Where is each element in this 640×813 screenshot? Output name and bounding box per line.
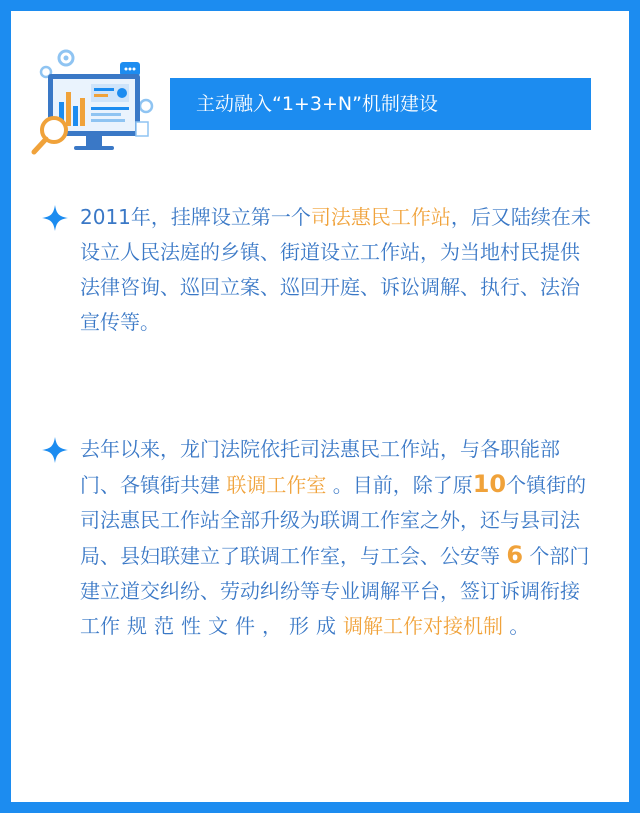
paragraph2-text-5: 作规范性文件，形成 (100, 614, 343, 638)
number-ten: 10 (472, 470, 507, 498)
section-title: 主动融入“1+3+N”机制建设 (196, 93, 438, 115)
paragraph-workstation (80, 200, 592, 340)
highlight-mediation-room: 联调工作室 (226, 473, 327, 497)
paragraph1-text-2: ，后又陆续在未设立人民法庭的乡镇、街道设立工作站，为当地村民提供法律咨询、巡回立案、巡回开庭、诉讼调解、执行、法治宣传等。 (80, 205, 591, 334)
paragraph-mediation (80, 432, 592, 644)
four-point-star-icon (42, 205, 68, 231)
highlight-mediation-mechanism: 调解工作对接机制 (343, 614, 503, 638)
paragraph2-text-3: 个镇街的司法惠民工作站全部升级为联调工作室之外，还与县司法局、县妇联建立了联调工作室，与工会、公安等 (80, 473, 587, 568)
paragraph2-text-2: 。目前，除了原 (326, 473, 473, 497)
number-six: 6 (506, 541, 524, 569)
paragraph2-text-4: 个部门建立道交纠纷、劳动纠纷等专业调解平台，签订诉调衔接工 (80, 544, 590, 638)
paragraph1-text-1: 2011年，挂牌设立第一个 (80, 205, 311, 229)
computer-analytics-illustration (28, 44, 158, 159)
section-title-banner (170, 78, 591, 130)
paragraph2-text-6: 。 (503, 614, 530, 638)
highlight-workstation: 司法惠民工作站 (310, 205, 451, 229)
four-point-star-icon (42, 437, 68, 463)
paragraph2-text-1: 去年以来，龙门法院依托司法惠民工作站，与各职能部门、各镇街共建 (80, 437, 560, 497)
